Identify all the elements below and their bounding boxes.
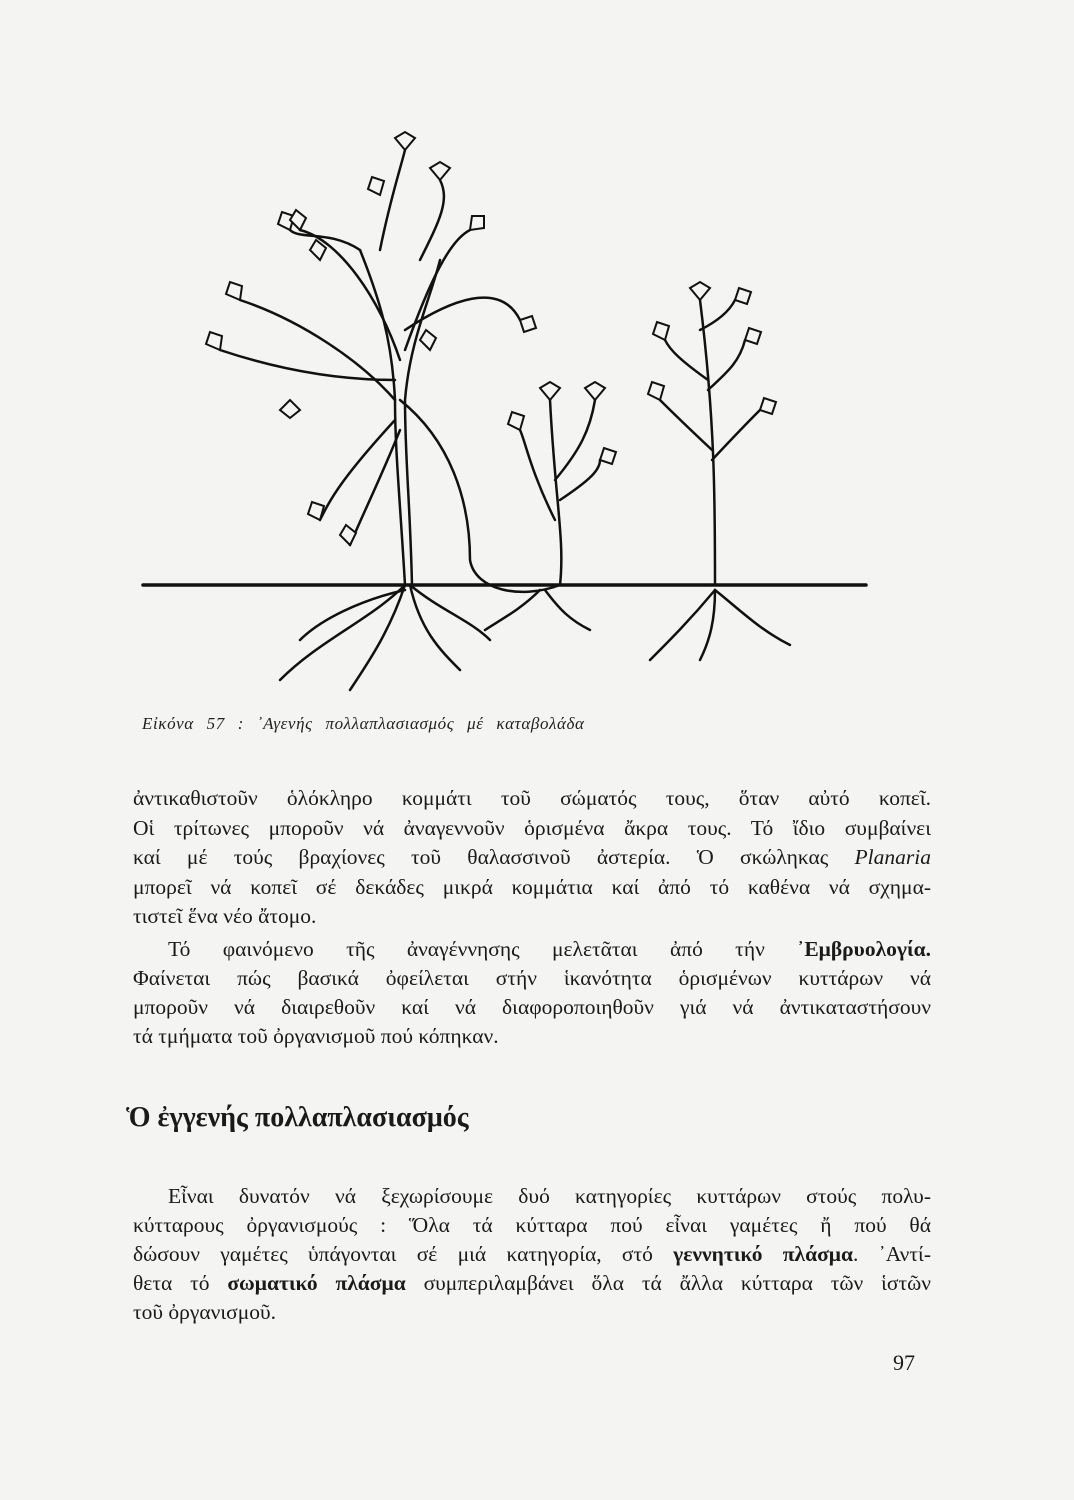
section-heading: Ὁ ἐγγενής πολλαπλασιασμός xyxy=(126,1102,469,1133)
bold-term: ᾿Εμβρυολογία. xyxy=(797,937,931,961)
text-line xyxy=(133,902,931,930)
text-line xyxy=(133,814,931,842)
text-segment: θετα τό xyxy=(133,1271,228,1295)
text-segment: . ᾿Αντί- xyxy=(852,1242,931,1266)
text-line xyxy=(133,1022,931,1050)
text-line xyxy=(133,1269,931,1297)
text-line xyxy=(133,964,931,992)
bold-term: σωματικό πλάσμα xyxy=(227,1271,406,1295)
text-segment: τοῦ ὀργανισμοῦ. xyxy=(133,1300,277,1324)
text-line xyxy=(168,935,931,963)
page-number: 97 xyxy=(893,1350,915,1375)
text-segment: συμπεριλαμβάνει ὅλα τά ἄλλα κύτταρα τῶν ἱστῶν xyxy=(405,1271,932,1295)
text-segment: Οἱ τρίτωνες μποροῦν νά ἀναγεννοῦν ὁρισμένα ἄκρα τους. Τό ἴδιο συμβαίνει xyxy=(133,816,931,840)
text-line xyxy=(133,784,931,812)
text-segment: μπορεῖ νά κοπεῖ σέ δεκάδες μικρά κομμάτια καί ἀπό τό καθένα νά σχημα- xyxy=(133,875,931,899)
text-segment: μποροῦν νά διαιρεθοῦν καί νά διαφοροποιηθοῦν γιά νά ἀντικαταστήσουν xyxy=(133,995,931,1019)
text-segment: τιστεῖ ἕνα νέο ἄτομο. xyxy=(133,904,317,928)
text-line xyxy=(133,873,931,901)
text-segment: Φαίνεται πώς βασικά ὀφείλεται στήν ἱκανότητα ὁρισμένων κυττάρων νά xyxy=(133,966,931,990)
bold-term: γεννητικό πλάσμα xyxy=(673,1242,853,1266)
text-segment: καί μέ τούς βραχίονες τοῦ θαλασσινοῦ ἀστερία. Ὁ σκώληκας xyxy=(133,845,855,869)
plant-drawing xyxy=(0,0,1074,700)
text-segment: δώσουν γαμέτες ὑπάγονται σέ μιά κατηγορία, στό xyxy=(133,1242,674,1266)
text-line xyxy=(133,843,931,871)
text-line xyxy=(133,993,931,1021)
text-line xyxy=(133,1240,931,1268)
figure-caption: Εἰκόνα 57 : ᾿Αγενής πολλαπλασιασμός μέ καταβολάδα xyxy=(142,714,585,733)
text-segment: τά τμήματα τοῦ ὀργανισμοῦ πού κόπηκαν. xyxy=(133,1024,499,1048)
figure-layering-illustration xyxy=(0,0,1074,700)
text-line xyxy=(133,1298,931,1326)
text-segment: Τό φαινόμενο τῆς ἀναγέννησης μελετᾶται ἀπό τήν xyxy=(168,937,798,961)
text-segment: κύτταρους ὀργανισμούς : Ὅλα τά κύτταρα πού εἶναι γαμέτες ἤ πού θά xyxy=(133,1213,931,1237)
text-line xyxy=(133,1211,931,1239)
text-segment: Εἶναι δυνατόν νά ξεχωρίσουμε δυό κατηγορίες κυττάρων στούς πολυ- xyxy=(168,1184,931,1208)
italic-term: Planaria xyxy=(854,845,931,869)
text-line xyxy=(168,1182,931,1210)
text-segment: ἀντικαθιστοῦν ὁλόκληρο κομμάτι τοῦ σώματός τους, ὅταν αὐτό κοπεῖ. xyxy=(133,786,931,810)
